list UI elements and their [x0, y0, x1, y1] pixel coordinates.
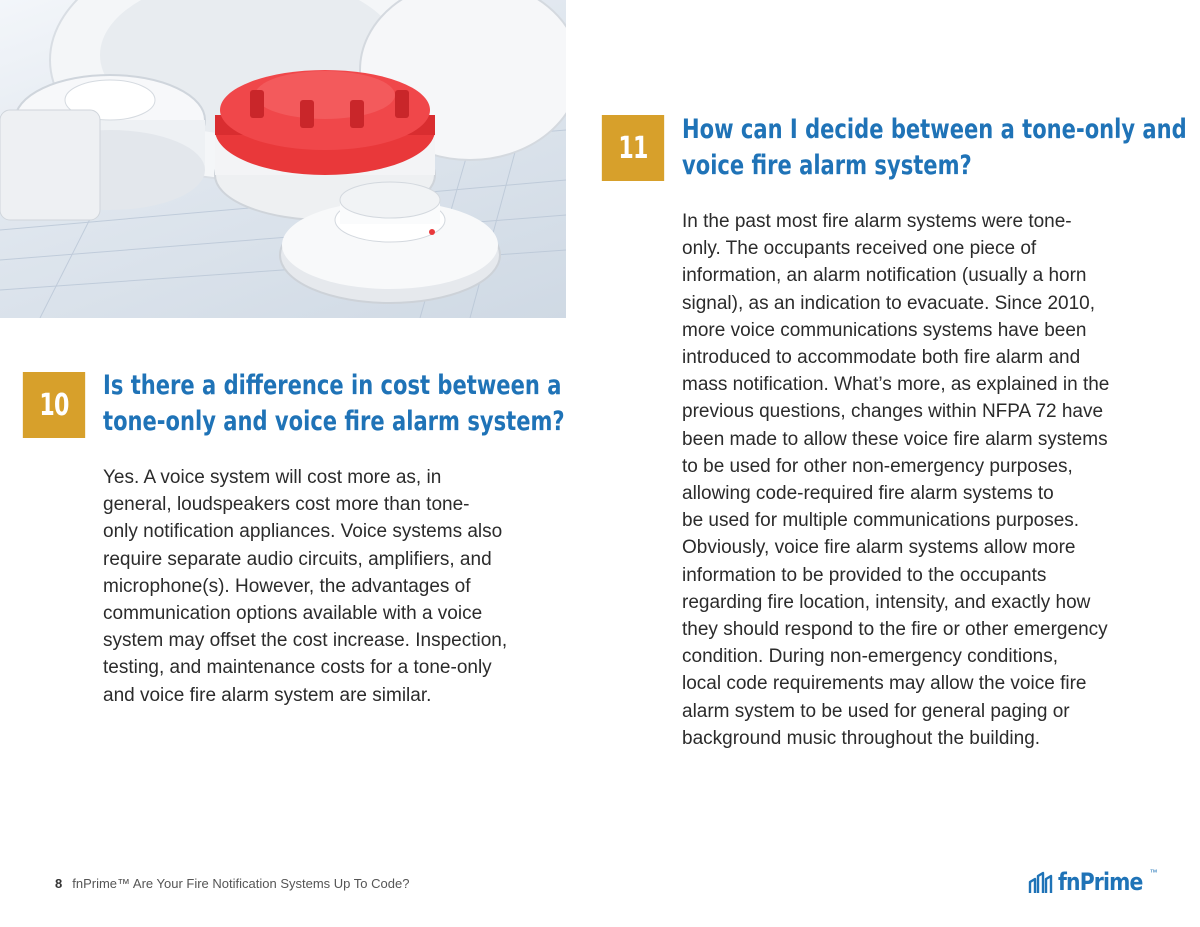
answer-line: system may offset the cost increase. Inspection,	[103, 630, 508, 652]
question-10-title-line2: tone-only and voice fire alarm system?	[103, 406, 565, 437]
answer-line: previous questions, changes within NFPA 72 have	[682, 401, 1104, 423]
answer-line: be used for multiple communications purposes.	[682, 510, 1080, 532]
answer-line: background music throughout the building.	[682, 727, 1041, 749]
answer-line: only. The occupants received one piece of	[682, 238, 1037, 260]
answer-line: general, loudspeakers cost more than tone-	[103, 494, 470, 516]
answer-line: Yes. A voice system will cost more as, in	[103, 467, 442, 488]
answer-line: to be used for other non-emergency purposes,	[682, 455, 1073, 477]
answer-line: information, an alarm notification (usually a horn	[682, 265, 1087, 287]
question-10-number: 10	[39, 387, 69, 423]
question-11-title-line2: voice fire alarm system?	[682, 150, 972, 181]
answer-line: require separate audio circuits, amplifiers, and	[103, 548, 492, 570]
question-11-number-badge	[602, 115, 664, 181]
page-number: 8	[55, 876, 63, 891]
answer-line: been made to allow these voice fire alarm systems	[682, 428, 1108, 450]
answer-line: local code requirements may allow the voice fire	[682, 673, 1087, 695]
question-11-title	[682, 112, 1187, 184]
answer-line: introduced to accommodate both fire alarm and	[682, 347, 1081, 369]
question-10-number-badge	[23, 372, 85, 438]
fnprime-building-logo-icon	[1028, 870, 1054, 894]
answer-line: microphone(s). However, the advantages of	[103, 575, 471, 597]
answer-line: In the past most fire alarm systems were tone-	[682, 211, 1072, 232]
question-11-number: 11	[618, 130, 648, 166]
answer-line: testing, and maintenance costs for a tone-only	[103, 657, 492, 679]
answer-line: they should respond to the fire or other emergency	[682, 619, 1108, 641]
question-11-answer	[682, 208, 1162, 752]
question-10-title	[103, 368, 565, 440]
logo-wordmark: fnPrime	[1058, 868, 1143, 896]
answer-line: signal), as an indication to evacuate. Since 2010,	[682, 292, 1095, 314]
question-10-title-line1: Is there a difference in cost between a	[103, 370, 562, 401]
logo-trademark: ™	[1149, 867, 1158, 877]
fnprime-logo	[1028, 866, 1169, 898]
page-footer	[55, 876, 409, 891]
answer-line: mass notification. What’s more, as explained in the	[682, 374, 1110, 396]
answer-line: condition. During non-emergency conditions,	[682, 646, 1058, 668]
answer-line: information to be provided to the occupants	[682, 564, 1047, 586]
answer-line: regarding fire location, intensity, and exactly how	[682, 591, 1091, 613]
question-10-answer	[103, 464, 553, 709]
footer-title: fnPrime™ Are Your Fire Notification Systems Up To Code?	[72, 876, 410, 891]
answer-line: communication options available with a voice	[103, 603, 483, 625]
fire-alarm-detectors-photo	[0, 0, 566, 318]
answer-line: only notification appliances. Voice systems also	[103, 521, 503, 543]
question-11-title-line1: How can I decide between a tone-only and	[682, 114, 1187, 145]
answer-line: and voice fire alarm system are similar.	[103, 684, 432, 706]
answer-line: alarm system to be used for general paging or	[682, 700, 1070, 722]
answer-line: allowing code-required fire alarm systems to	[682, 483, 1054, 505]
answer-line: Obviously, voice fire alarm systems allow more	[682, 537, 1076, 559]
answer-line: more voice communications systems have been	[682, 319, 1087, 341]
